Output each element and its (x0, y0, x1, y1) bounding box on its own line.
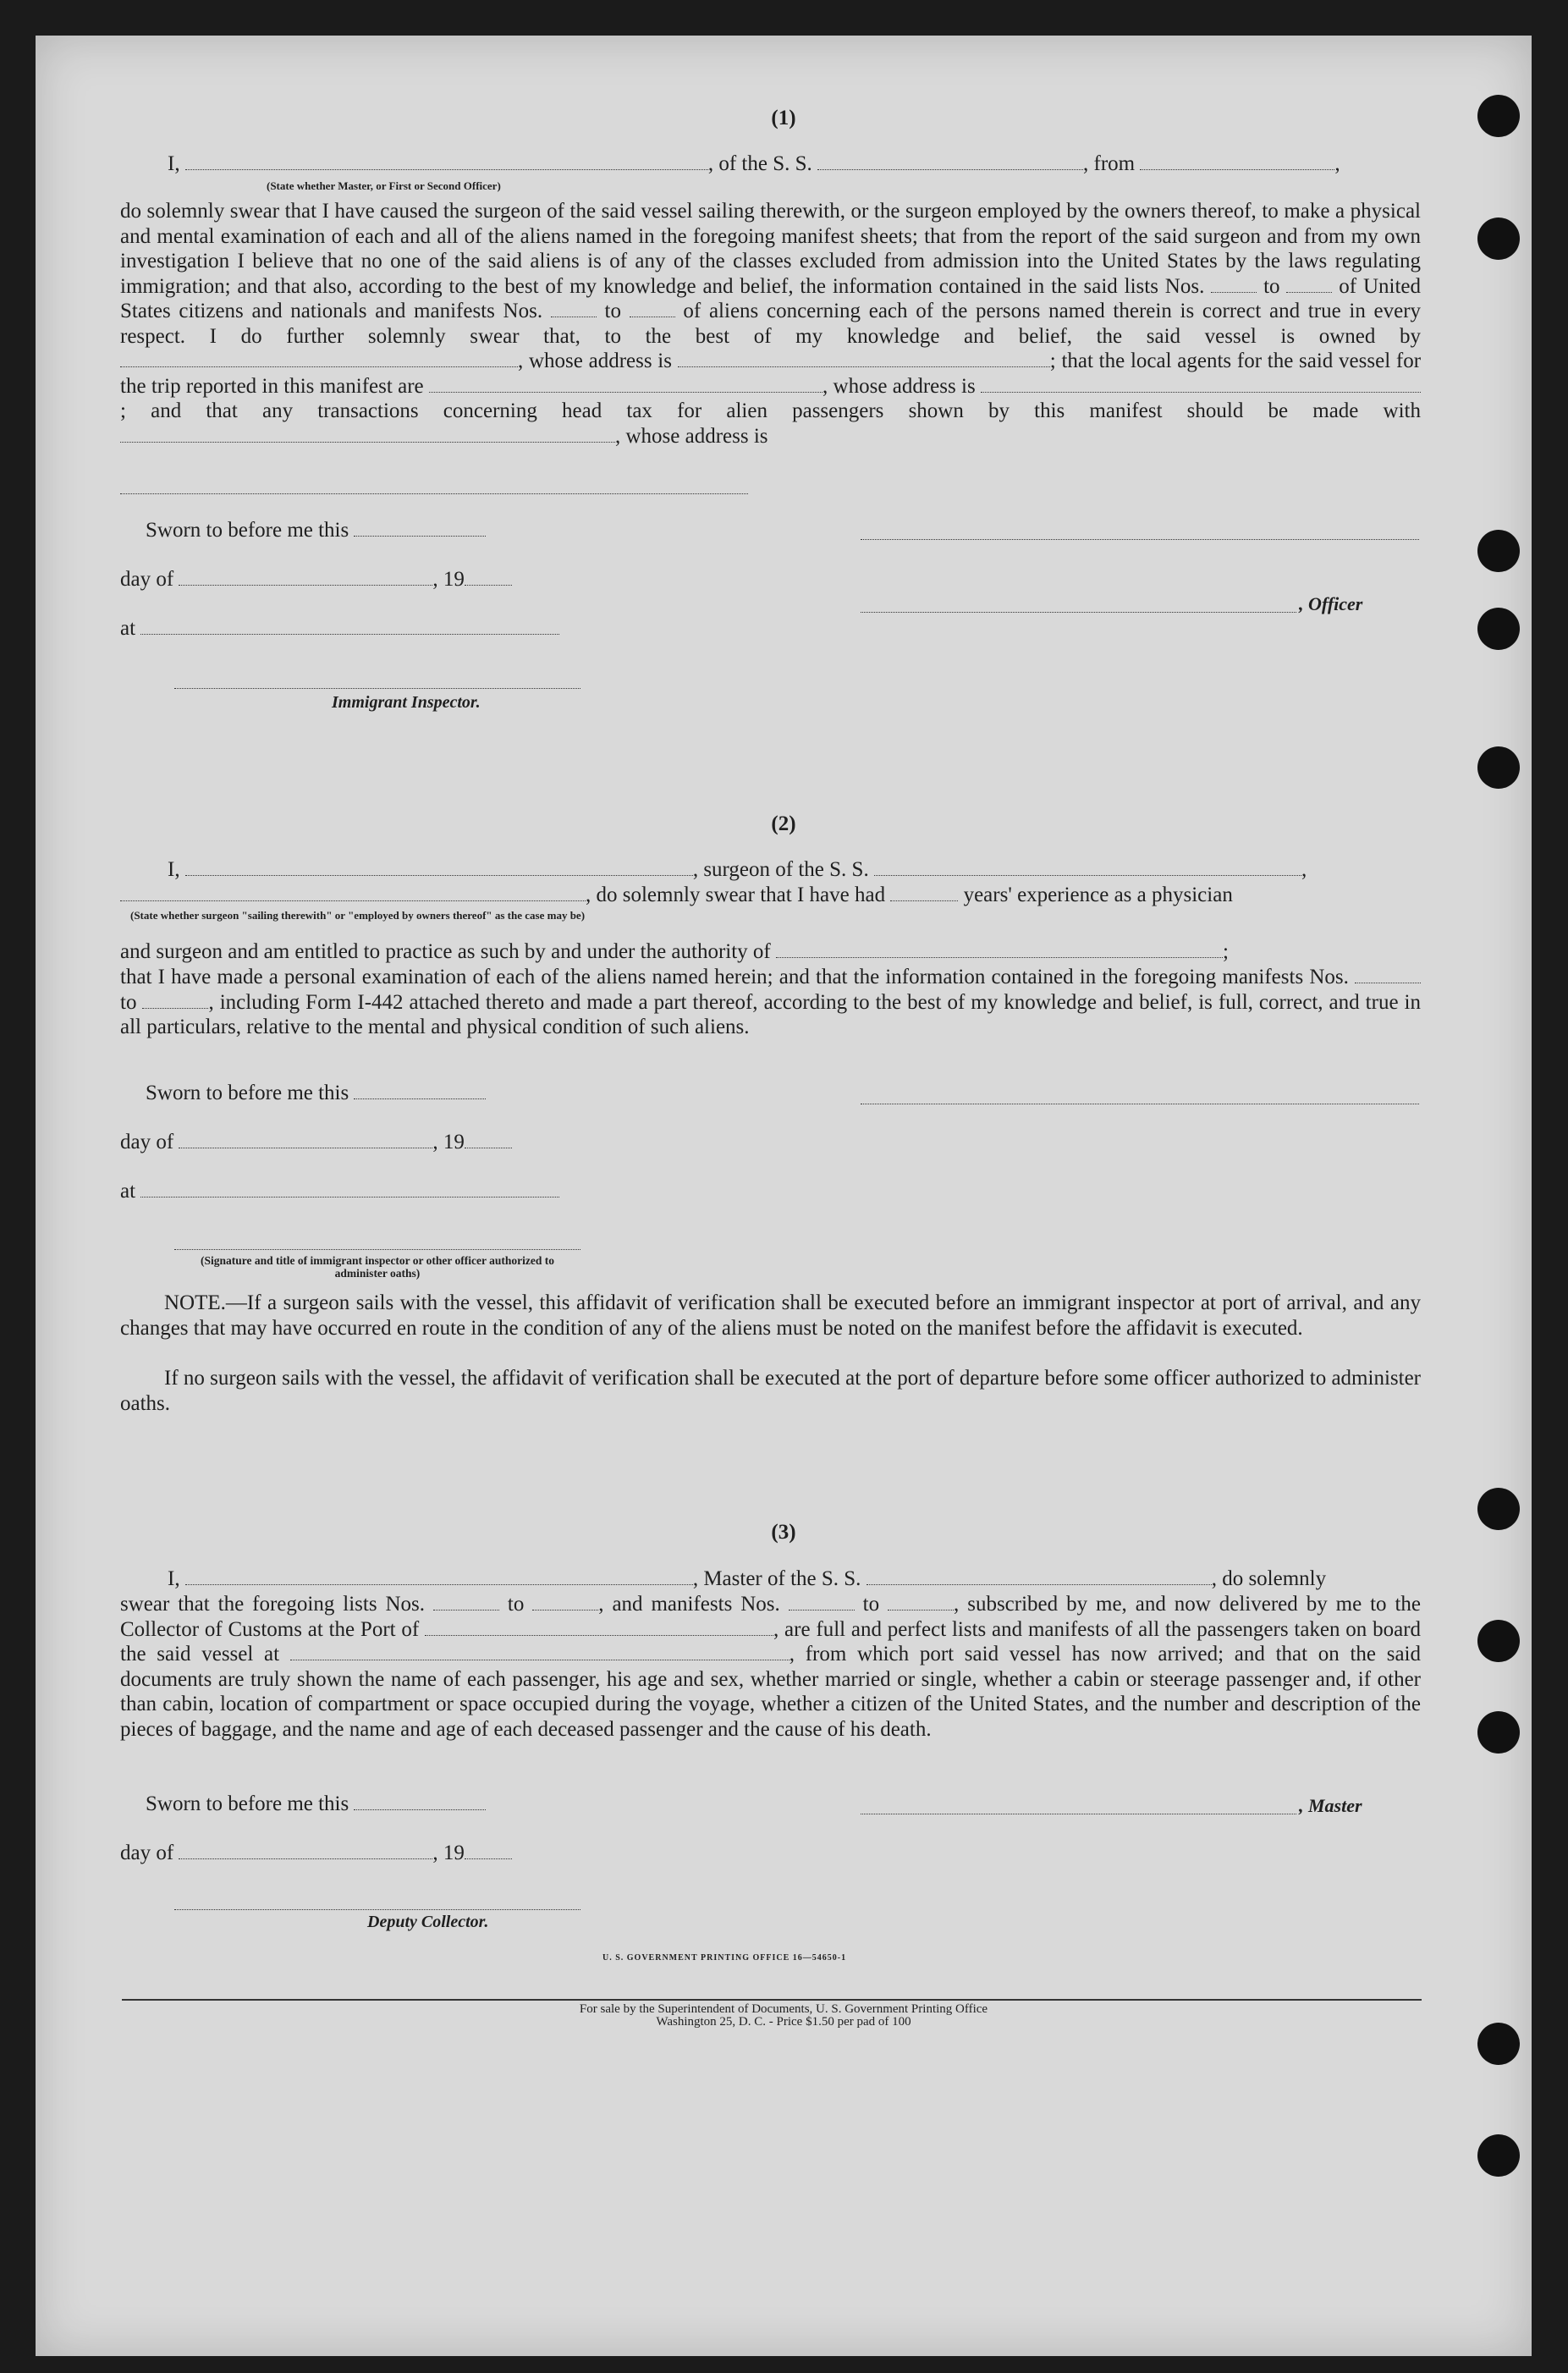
to-label: to (507, 1593, 525, 1616)
years-field[interactable] (890, 884, 958, 901)
master-label: , Master (1299, 1795, 1362, 1816)
semicolon: ; (1223, 940, 1229, 963)
head-tax-contact-field[interactable] (120, 426, 615, 443)
note-2: If no surgeon sails with the vessel, the affidavit of verification shall be executed at the port of departure before some officer authorized to administer oaths. (120, 1367, 1421, 1415)
sworn-label: Sworn to before me this (146, 519, 349, 542)
semicolon: ; (1049, 350, 1056, 372)
sworn-label: Sworn to before me this (146, 1082, 349, 1104)
vessel-name-field[interactable] (874, 859, 1301, 876)
footer-line-1: For sale by the Superintendent of Documents, U. S. Government Printing Office (579, 2002, 988, 2016)
collector-signature-field[interactable] (174, 1909, 580, 1910)
oath-text: port said vessel has now arrived; and that on the said documents are truly shown the name of each passenger, his age and sex, whether married or single, whether a cabin or steerage passenger and, if other than cabin, location of compartment or space occupied during the voyage, whether a citizen of the United States, and the number and description of the pieces of baggage, and the name and age of each deceased passenger and the cause of his death. (120, 1643, 1421, 1741)
punch-hole (1477, 1620, 1520, 1662)
footer-divider (122, 1999, 1422, 2001)
section-1-number: (1) (771, 107, 796, 129)
manifests-from-field[interactable] (789, 1594, 855, 1610)
year-label: , 19 (432, 568, 465, 591)
month-field[interactable] (179, 569, 432, 586)
punch-hole (1477, 1711, 1520, 1754)
section-2-line-2 (120, 884, 1233, 907)
year-field[interactable] (465, 1131, 512, 1148)
place-field[interactable] (140, 618, 559, 635)
year-field[interactable] (465, 1842, 512, 1859)
oath-text: , subscribed by me, and now (954, 1593, 1211, 1616)
vessel-name-field[interactable] (867, 1568, 1212, 1585)
whose-address-label: whose address is (833, 374, 976, 398)
day-of-line (120, 1131, 512, 1154)
officer-label: , Officer (1299, 593, 1363, 614)
rank-field[interactable] (185, 153, 708, 170)
i-label: I, (168, 858, 180, 881)
at-label: at (120, 617, 136, 640)
swear-label: , do solemnly swear that I have had (586, 884, 886, 906)
master-of-label: , Master of the S. S. (692, 1567, 861, 1590)
sworn-label: Sworn to before me this (146, 1792, 349, 1815)
manifests-to-field[interactable] (142, 992, 208, 1009)
year-label: , 19 (432, 1131, 465, 1153)
manifests-from-field[interactable] (1355, 966, 1421, 983)
day-of-label: day of (120, 1842, 174, 1864)
from-label: , from (1083, 152, 1136, 175)
year-field[interactable] (465, 569, 512, 586)
local-agents-field[interactable] (429, 376, 823, 393)
punch-hole (1477, 608, 1520, 650)
oath-text: ; and that any transactions concerning head tax for alien passengers shown by this manifest should be made with (120, 399, 1421, 422)
oath-text: that I have made a personal examination of each of the aliens named herein; and that the information contained in the foregoing manifests Nos. (120, 966, 1349, 988)
authority-label: and surgeon and am entitled to practice as such by and under the authority of (120, 940, 771, 963)
surgeon-type-field[interactable] (120, 884, 586, 901)
note-1: NOTE.—If a surgeon sails with the vessel, this affidavit of verification shall be executed before an immigrant inspector at port of arrival, and any changes that may have occurred en route in the condition of any of the aliens must be noted on the manifest before the affidavit is executed. (120, 1291, 1421, 1340)
comma: , (1334, 152, 1340, 175)
lists-to-field[interactable] (532, 1594, 598, 1610)
surgeon-type-hint: (State whether surgeon "sailing therewith" or "employed by owners thereof" as the case may be) (130, 909, 586, 922)
footer-line-2: Washington 25, D. C. - Price $1.50 per pad of 100 (656, 2015, 911, 2029)
oath-text: , from which (789, 1643, 910, 1666)
contact-address-field[interactable] (120, 493, 748, 494)
day-of-label: day of (120, 1131, 174, 1153)
surgeon-name-field[interactable] (185, 859, 693, 876)
i-label: I, (168, 1567, 180, 1590)
years-label: years' experience as a physician (963, 884, 1233, 906)
from-port-field[interactable] (1140, 153, 1334, 170)
oath-text: of aliens concerning each of the persons named therein is correct and true in every respect. I do further solemnly swear that, to the best of my knowledge and belief, the said vessel is owned by (120, 300, 1422, 348)
section-3-number: (3) (771, 1521, 796, 1544)
at-line (120, 617, 559, 641)
manifests-to-field[interactable] (888, 1594, 954, 1610)
punch-hole (1477, 217, 1520, 260)
i-label: I, (168, 152, 180, 175)
day-of-label: day of (120, 568, 174, 591)
comma: , (822, 374, 828, 398)
oath-text: swear that the foregoing lists Nos. (120, 1593, 426, 1616)
oath-text: delivered by me to the Collector of Customs at the Port of (120, 1593, 1422, 1641)
sworn-line (146, 1792, 486, 1816)
inspector-label: Immigrant Inspector. (332, 693, 481, 712)
of-ss-label: , of the S. S. (707, 152, 812, 175)
section-2-number: (2) (771, 812, 796, 835)
oath-text: , including Form I-442 attached thereto and made a part thereof, according to the best of my knowledge and belief, is full, correct, and true in all particulars, relative to the mental and physical condition of such aliens. (120, 990, 1421, 1038)
section-1-oath (120, 199, 1421, 449)
manifests-to-field[interactable] (630, 300, 675, 317)
lists-from-field[interactable] (433, 1594, 499, 1610)
punch-hole (1477, 746, 1520, 789)
whose-address-label: , whose address is (518, 350, 672, 372)
officer-title-field[interactable] (861, 612, 1296, 613)
section-3-line-1 (168, 1567, 1326, 1591)
inspector-signature-field[interactable] (174, 1249, 580, 1250)
lists-to-field[interactable] (1286, 276, 1332, 293)
master-name-field[interactable] (185, 1568, 693, 1585)
port-field[interactable] (425, 1619, 773, 1636)
to-label: to (604, 300, 621, 322)
sworn-day-field[interactable] (354, 1082, 486, 1099)
punch-hole (1477, 2134, 1520, 2177)
manifests-from-field[interactable] (551, 300, 597, 317)
signature-hint: (Signature and title of immigrant inspector or other officer authorized to administer oaths) (201, 1254, 554, 1280)
oath-text: , and manifests Nos. (598, 1593, 780, 1616)
inspector-signature-field[interactable] (174, 688, 580, 689)
surgeon-of-label: , surgeon of the S. S. (692, 858, 869, 881)
to-label: to (120, 990, 137, 1014)
rank-hint: (State whether Master, or First or Second Officer) (267, 179, 501, 192)
vessel-name-field[interactable] (817, 153, 1083, 170)
to-label: to (862, 1593, 880, 1616)
oath-text: of United States citizens and nationals and manifests Nos. (120, 274, 1422, 322)
oath-text: that the local agents for the said vessel for the trip reported in this manifest are (120, 350, 1422, 398)
place-field[interactable] (140, 1181, 559, 1198)
form-page (36, 36, 1532, 2356)
day-of-line (120, 568, 512, 592)
sworn-line (146, 1082, 486, 1105)
comma: , (1301, 858, 1307, 881)
printer-imprint: U. S. GOVERNMENT PRINTING OFFICE 16—54650-1 (602, 1953, 847, 1963)
boarding-port-field[interactable] (290, 1643, 790, 1660)
collector-label: Deputy Collector. (367, 1913, 489, 1931)
punch-hole (1477, 530, 1520, 572)
to-label: to (1263, 274, 1280, 298)
owner-field[interactable] (120, 350, 518, 367)
section-1-line-1 (168, 152, 1340, 176)
owner-address-field[interactable] (678, 350, 1050, 367)
month-field[interactable] (179, 1842, 432, 1859)
punch-hole (1477, 2023, 1520, 2065)
oath-text: do solemnly swear that I have caused the surgeon of the said vessel sailing therewith, or the surgeon employed by the owners thereof, to make a physical and mental examination of each and all of the aliens named in the foregoing manifest sheets; that from the report of the said surgeon and from my own investigation I believe that no one of the said aliens is of any of the classes excluded from admission into the United States by the laws regulating immigration; and that also, according to the best of my knowledge and belief, the information contained in the said lists Nos. (120, 200, 1421, 298)
whose-address-label: , whose address is (615, 424, 768, 448)
authority-field[interactable] (776, 941, 1223, 958)
authority-line (120, 940, 1229, 964)
oath-text: manifests of all the passengers taken on board the said vessel at (120, 1617, 1422, 1666)
month-field[interactable] (179, 1131, 432, 1148)
lists-from-field[interactable] (1211, 276, 1257, 293)
at-line (120, 1180, 559, 1203)
oath-text: , are full and perfect lists and (773, 1617, 1023, 1641)
year-label: , 19 (432, 1842, 465, 1864)
section-3-oath (120, 1592, 1421, 1742)
do-solemnly-label: , do solemnly (1211, 1567, 1327, 1590)
officer-signature-field[interactable] (861, 539, 1419, 540)
sworn-line (146, 519, 486, 542)
sworn-day-field[interactable] (354, 1793, 486, 1810)
day-of-line (120, 1842, 512, 1865)
agents-address-field[interactable] (981, 376, 1421, 393)
section-2-oath (120, 965, 1421, 1040)
sworn-day-field[interactable] (354, 520, 486, 537)
section-2-line-1 (168, 858, 1307, 882)
at-label: at (120, 1180, 136, 1203)
